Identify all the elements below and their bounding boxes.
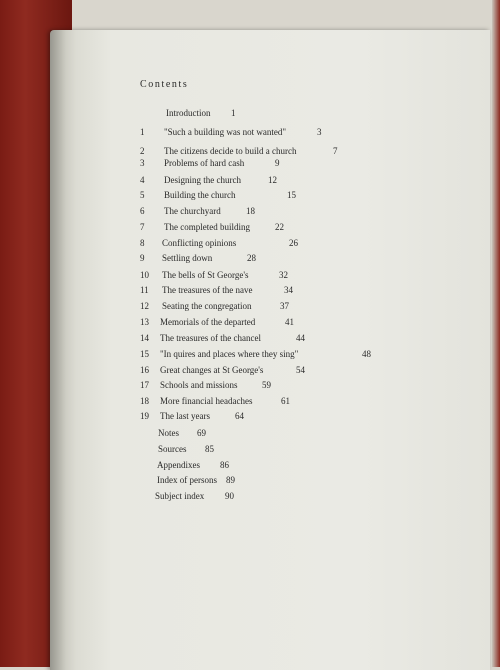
toc-entry-page: 90 — [225, 491, 234, 501]
toc-entry-number: 13 — [140, 317, 149, 327]
toc-entry-title: The bells of St George's — [162, 270, 249, 280]
toc-entry-number: 15 — [140, 349, 149, 359]
toc-entry-page: 3 — [317, 127, 322, 137]
toc-entry-number: 14 — [140, 333, 149, 343]
toc-entry — [0, 108, 500, 122]
toc-entry — [0, 317, 500, 331]
toc-entry-number: 5 — [140, 190, 145, 200]
toc-entry-page: 44 — [296, 333, 305, 343]
toc-entry-title: Memorials of the departed — [160, 317, 256, 327]
toc-entry-number: 19 — [140, 411, 149, 421]
toc-entry-title: Subject index — [155, 491, 205, 501]
toc-entry-page: 12 — [268, 175, 277, 185]
contents-heading: Contents — [140, 79, 189, 90]
toc-entry — [0, 238, 500, 252]
toc-entry-number: 3 — [140, 158, 145, 168]
toc-entry-page: 22 — [275, 222, 284, 232]
toc-entry-page: 48 — [362, 349, 371, 359]
toc-entry-title: Settling down — [162, 253, 213, 263]
toc-entry-title: The last years — [160, 411, 210, 421]
toc-entry-page: 89 — [226, 475, 235, 485]
toc-entry-number: 6 — [140, 206, 145, 216]
toc-entry-title: Building the church — [164, 190, 236, 200]
toc-entry-title: The citizens decide to build a church — [164, 146, 297, 156]
toc-entry-title: "In quires and places where they sing" — [160, 349, 299, 359]
toc-entry — [0, 380, 500, 394]
toc-entry-number: 11 — [140, 285, 149, 295]
toc-entry-page: 18 — [246, 206, 255, 216]
toc-entry-title: Conflicting opinions — [162, 238, 237, 248]
toc-entry-title: The churchyard — [164, 206, 221, 216]
toc-entry-title: The treasures of the chancel — [160, 333, 261, 343]
toc-entry — [0, 428, 500, 442]
toc-entry-number: 7 — [140, 222, 145, 232]
toc-entry-number: 18 — [140, 396, 149, 406]
toc-entry-number: 12 — [140, 301, 149, 311]
toc-entry-page: 32 — [279, 270, 288, 280]
toc-entry — [0, 475, 500, 489]
toc-entry-number: 2 — [140, 146, 145, 156]
toc-entry-page: 1 — [231, 108, 236, 118]
toc-entry-page: 85 — [205, 444, 214, 454]
toc-entry-number: 9 — [140, 253, 145, 263]
toc-entry-title: Sources — [158, 444, 187, 454]
toc-entry-number: 17 — [140, 380, 149, 390]
toc-entry — [0, 460, 500, 474]
toc-entry-number: 16 — [140, 365, 149, 375]
toc-entry — [0, 206, 500, 220]
toc-entry — [0, 175, 500, 189]
toc-entry-title: The completed building — [164, 222, 250, 232]
toc-entry-title: Index of persons — [157, 475, 217, 485]
toc-entry — [0, 158, 500, 172]
toc-entry-title: Schools and missions — [160, 380, 238, 390]
toc-entry — [0, 444, 500, 458]
toc-entry — [0, 349, 500, 363]
toc-entry — [0, 491, 500, 505]
toc-entry-number: 8 — [140, 238, 145, 248]
toc-entry — [0, 285, 500, 299]
toc-entry — [0, 411, 500, 425]
toc-entry-page: 7 — [333, 146, 338, 156]
toc-entry-page: 15 — [287, 190, 296, 200]
toc-entry — [0, 253, 500, 267]
toc-entry-title: Appendixes — [157, 460, 200, 470]
toc-entry-title: "Such a building was not wanted" — [164, 127, 287, 137]
toc-entry-page: 9 — [275, 158, 280, 168]
toc-entry-page: 54 — [296, 365, 305, 375]
toc-entry-page: 28 — [247, 253, 256, 263]
toc-entry — [0, 222, 500, 236]
toc-entry — [0, 396, 500, 410]
toc-entry-page: 26 — [289, 238, 298, 248]
toc-entry — [0, 301, 500, 315]
toc-entry-number: 10 — [140, 270, 149, 280]
toc-entry — [0, 190, 500, 204]
toc-entry — [0, 270, 500, 284]
toc-entry-title: The treasures of the nave — [162, 285, 253, 295]
toc-entry-page: 61 — [281, 396, 290, 406]
toc-entry-page: 34 — [284, 285, 293, 295]
toc-entry-number: 4 — [140, 175, 145, 185]
toc-entry — [0, 127, 500, 141]
toc-entry-page: 69 — [197, 428, 206, 438]
toc-entry-page: 37 — [280, 301, 289, 311]
toc-entry — [0, 333, 500, 347]
toc-entry — [0, 365, 500, 379]
toc-entry-title: Great changes at St George's — [160, 365, 264, 375]
toc-entry-number: 1 — [140, 127, 145, 137]
toc-entry-title: Problems of hard cash — [164, 158, 245, 168]
toc-entry-title: Notes — [158, 428, 179, 438]
toc-entry-page: 59 — [262, 380, 271, 390]
toc-entry-title: Designing the church — [164, 175, 241, 185]
toc-entry-title: Seating the congregation — [162, 301, 252, 311]
toc-entry-title: Introduction — [166, 108, 211, 118]
toc-entry-title: More financial headaches — [160, 396, 253, 406]
toc-entry-page: 64 — [235, 411, 244, 421]
toc-entry-page: 86 — [220, 460, 229, 470]
toc-entry-page: 41 — [285, 317, 294, 327]
